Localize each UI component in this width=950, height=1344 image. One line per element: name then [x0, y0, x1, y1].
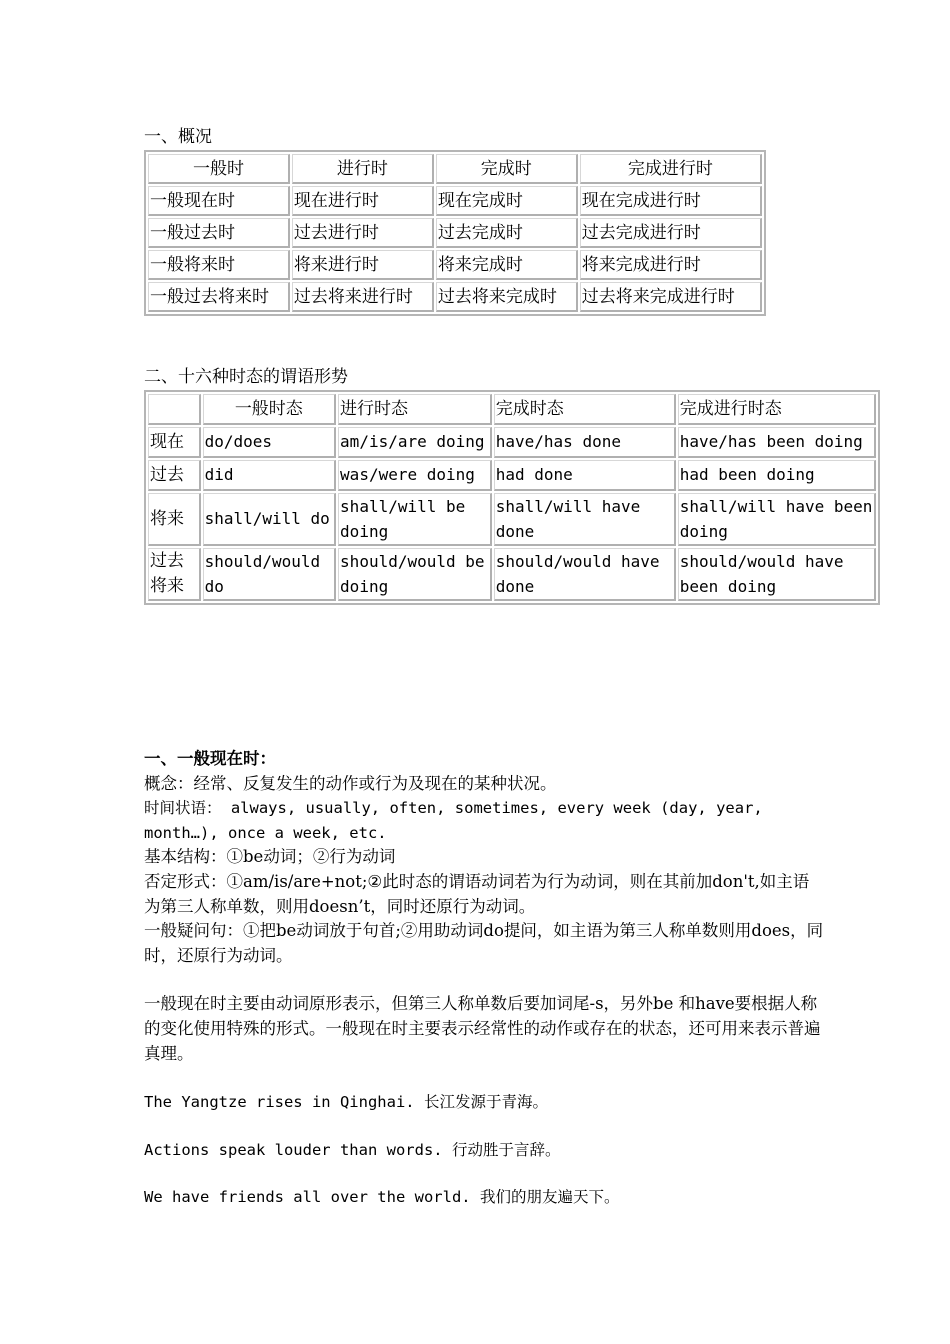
example-sentence: We have friends all over the world. 我们的朋友遍天下。	[144, 1188, 620, 1207]
table-cell: 过去进行时	[292, 218, 434, 248]
table-header-cell: 进行时	[292, 154, 434, 184]
table-row	[148, 493, 876, 546]
section3-title: 一、一般现在时：	[144, 749, 276, 768]
table-cell: have/has been doing	[678, 427, 876, 458]
table-row	[148, 460, 876, 491]
table-cell: should/would have done	[494, 548, 676, 601]
table-header-cell: 完成进行时	[580, 154, 762, 184]
table-row	[148, 548, 876, 601]
table-row	[148, 218, 762, 248]
example-sentence: Actions speak louder than words. 行动胜于言辞。	[144, 1140, 561, 1159]
table-cell: 过去将来完成时	[436, 282, 578, 312]
table-row-label: 将来	[148, 493, 201, 546]
table-cell: 一般过去将来时	[148, 282, 290, 312]
table-header-cell: 完成进行时态	[678, 394, 876, 425]
table-cell: shall/will do	[203, 493, 336, 546]
table-cell: was/were doing	[338, 460, 492, 491]
time-adverbials-text: 时间状语： always, usually, often, sometimes, every week (day, year, month…), once a week, etc.	[144, 799, 763, 842]
table-header-cell: 一般时态	[203, 394, 336, 425]
tense-forms-table	[144, 390, 880, 605]
table-header-cell: 完成时	[436, 154, 578, 184]
table-cell: shall/will have done	[494, 493, 676, 546]
table-header-cell: 完成时态	[494, 394, 676, 425]
table-cell: 将来完成进行时	[580, 250, 762, 280]
table-header-cell	[148, 394, 201, 425]
table-cell: 一般过去时	[148, 218, 290, 248]
table-row	[148, 186, 762, 216]
table-row-label: 过去	[148, 460, 201, 491]
table-cell: 一般现在时	[148, 186, 290, 216]
table-cell: 过去将来完成进行时	[580, 282, 762, 312]
section1-title: 一、概况	[144, 127, 212, 147]
table-row-label: 现在	[148, 427, 201, 458]
table-cell: 一般将来时	[148, 250, 290, 280]
table-cell: 现在完成时	[436, 186, 578, 216]
table-header-row	[148, 154, 762, 184]
table-cell: do/does	[203, 427, 336, 458]
table-cell: had done	[494, 460, 676, 491]
table-cell: 现在进行时	[292, 186, 434, 216]
table-row-label: 过去将来	[148, 548, 201, 601]
table-row	[148, 427, 876, 458]
table-cell: 现在完成进行时	[580, 186, 762, 216]
table-row	[148, 250, 762, 280]
table-cell: 过去完成进行时	[580, 218, 762, 248]
table-cell: should/would be doing	[338, 548, 492, 601]
table-cell: should/would have been doing	[678, 548, 876, 601]
negative-form-text: 否定形式：①am/is/are+not;②此时态的谓语动词若为行为动词，则在其前加don't,如主语为第三人称单数，则用doesn’t，同时还原行为动词。	[144, 871, 810, 916]
table-cell: shall/will have been doing	[678, 493, 876, 546]
table-cell: 过去完成时	[436, 218, 578, 248]
table-header-row	[148, 394, 876, 425]
table-cell: 将来完成时	[436, 250, 578, 280]
question-form-text: 一般疑问句：①把be动词放于句首;②用助动词do提问，如主语为第三人称单数则用does，同时，还原行为动词。	[144, 921, 824, 965]
section3-body	[144, 747, 824, 1210]
tense-overview-table	[144, 150, 766, 316]
table-cell: shall/will be doing	[338, 493, 492, 546]
table-cell: did	[203, 460, 336, 491]
table-cell: had been doing	[678, 460, 876, 491]
table-header-cell: 进行时态	[338, 394, 492, 425]
table-row	[148, 282, 762, 312]
explanation-text: 一般现在时主要由动词原形表示，但第三人称单数后要加词尾-s，另外be 和have要根据人称的变化使用特殊的形式。一般现在时主要表示经常性的动作或存在的状态，还可用来表示普遍真理。	[144, 994, 821, 1063]
table-header-cell: 一般时	[148, 154, 290, 184]
table-cell: should/would do	[203, 548, 336, 601]
concept-text: 概念：经常、反复发生的动作或行为及现在的某种状况。	[144, 773, 557, 793]
table-cell: 过去将来进行时	[292, 282, 434, 312]
structure-text: 基本结构：①be动词；②行为动词	[144, 847, 396, 867]
example-sentence: The Yangtze rises in Qinghai. 长江发源于青海。	[144, 1093, 548, 1112]
section2-title: 二、十六种时态的谓语形势	[144, 367, 348, 387]
table-cell: have/has done	[494, 427, 676, 458]
table-cell: am/is/are doing	[338, 427, 492, 458]
table-cell: 将来进行时	[292, 250, 434, 280]
